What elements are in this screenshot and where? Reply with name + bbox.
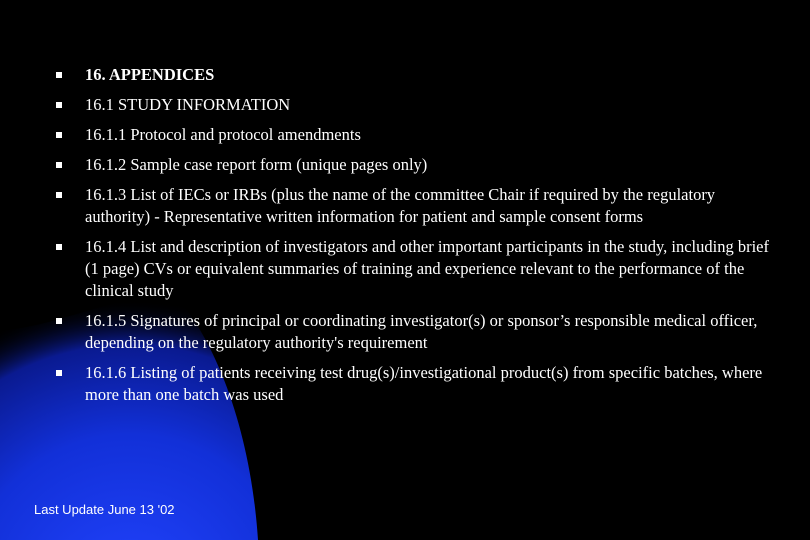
list-item-text: 16.1.5 Signatures of principal or coordinating investigator(s) or sponsor’s responsible medical officer, depending on the regulatory authority's requirement bbox=[85, 311, 758, 352]
bullet-icon bbox=[56, 318, 62, 324]
bullet-icon bbox=[56, 72, 62, 78]
list-item-text: 16.1.1 Protocol and protocol amendments bbox=[85, 125, 361, 144]
list-item bbox=[56, 64, 776, 86]
list-item-text: 16.1.6 Listing of patients receiving test drug(s)/investigational product(s) from specific batches, where more than one batch was used bbox=[85, 363, 763, 404]
list-item bbox=[56, 236, 776, 302]
list-item-text: 16. APPENDICES bbox=[85, 65, 215, 84]
bullet-icon bbox=[56, 132, 62, 138]
bullet-icon bbox=[56, 244, 62, 250]
list-item bbox=[56, 154, 776, 176]
bullet-icon bbox=[56, 370, 62, 376]
list-item bbox=[56, 124, 776, 146]
list-item bbox=[56, 94, 776, 116]
list-item-text: 16.1.4 List and description of investigators and other important participants in the study, including brief (1 page) CVs or equivalent summaries of training and experience relevant to the performance of the clinical study bbox=[85, 237, 770, 300]
list-item bbox=[56, 362, 776, 406]
list-item-text: 16.1.3 List of IECs or IRBs (plus the name of the committee Chair if required by the regulatory authority) - Representative written information for patient and sample consent forms bbox=[85, 185, 716, 226]
list-item-text: 16.1.2 Sample case report form (unique pages only) bbox=[85, 155, 428, 174]
bullet-icon bbox=[56, 162, 62, 168]
bullet-icon bbox=[56, 192, 62, 198]
bullet-list bbox=[56, 64, 776, 414]
list-item-text: 16.1 STUDY INFORMATION bbox=[85, 95, 291, 114]
footer-update-date: Last Update June 13 '02 bbox=[34, 502, 175, 517]
list-item bbox=[56, 310, 776, 354]
bullet-icon bbox=[56, 102, 62, 108]
list-item bbox=[56, 184, 776, 228]
